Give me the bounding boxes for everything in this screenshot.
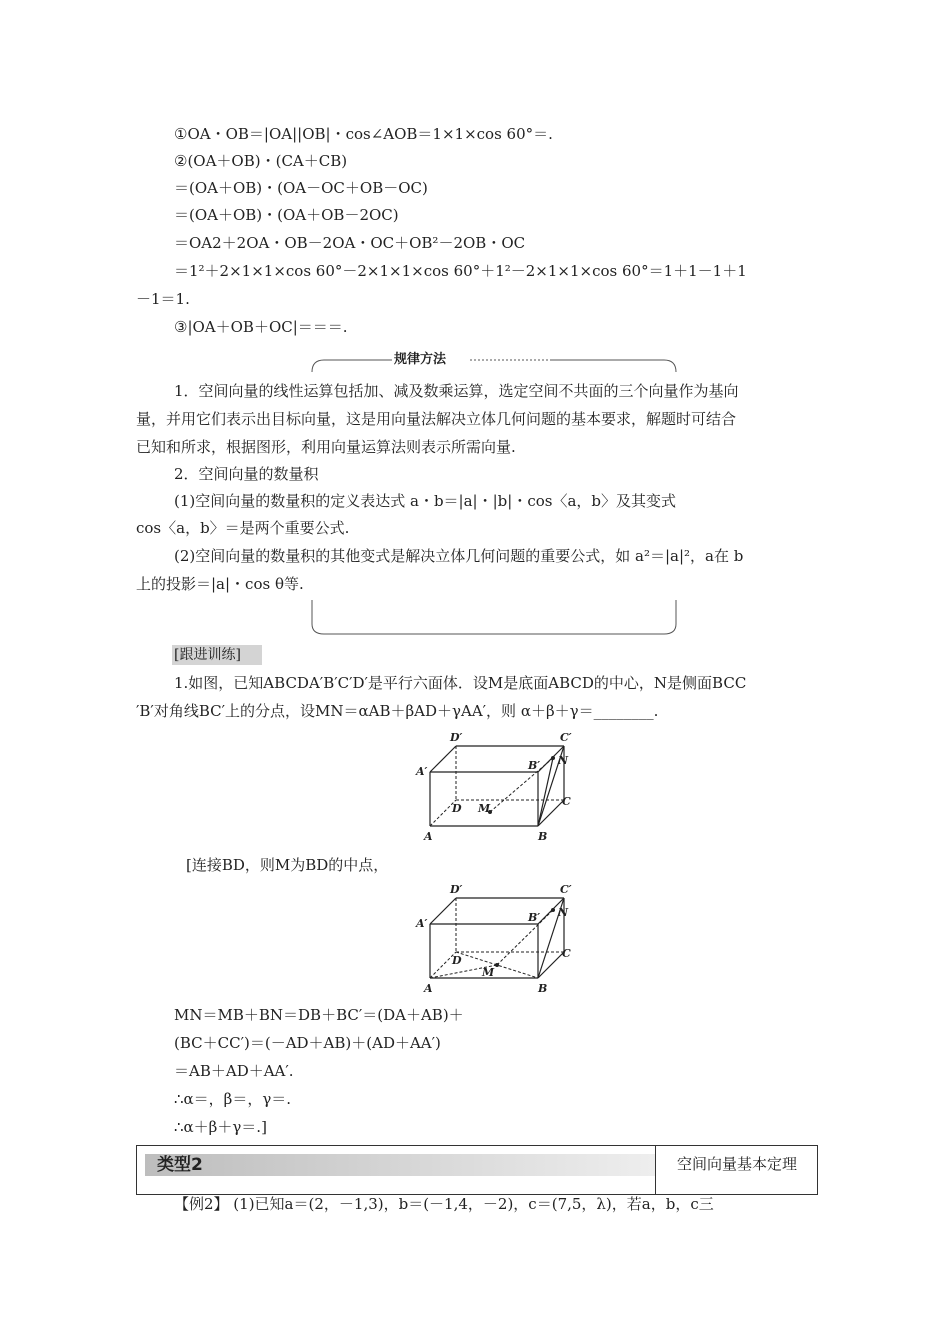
type-section-box bbox=[136, 1145, 818, 1195]
label-m: M bbox=[482, 966, 495, 979]
type-title: 空间向量基本定理 bbox=[676, 1155, 797, 1173]
answer-line-2: MN＝MB＋BN＝DB＋BC′＝(DA＋AB)＋ bbox=[174, 1006, 464, 1024]
label-n: N bbox=[558, 906, 569, 919]
solution-line-2: ②(OA＋OB)・(CA＋CB) bbox=[174, 152, 348, 170]
label-a: A bbox=[424, 982, 433, 995]
answer-line-1: [连接BD，则M为BD的中点， bbox=[186, 856, 389, 874]
method-p3b: cos〈a，b〉＝是两个重要公式. bbox=[136, 519, 350, 537]
solution-line-7: －1＝1. bbox=[136, 290, 190, 308]
label-d-prime: D′ bbox=[450, 731, 463, 744]
question-1b: ′B′对角线BC′上的分点，设MN＝αAB＋βAD＋γAA′，则 α＋β＋γ＝________. bbox=[136, 702, 659, 720]
method-box-top bbox=[310, 356, 678, 374]
label-d: D bbox=[452, 802, 462, 815]
type-divider bbox=[655, 1146, 656, 1194]
label-a-prime: A′ bbox=[416, 765, 428, 778]
answer-line-5: ∴α＝，β＝，γ＝. bbox=[174, 1090, 292, 1108]
method-p1c: 已知和所求，根据图形，利用向量运算法则表示所需向量. bbox=[136, 438, 516, 456]
answer-line-3: (BC＋CC′)＝(－AD＋AB)＋(AD＋AA′) bbox=[174, 1034, 441, 1052]
example-2: 【例2】 (1)已知a＝(2，－1,3)，b＝(－1,4，－2)，c＝(7,5，λ)，若a，b，c三 bbox=[174, 1195, 714, 1213]
label-a-prime: A′ bbox=[416, 917, 428, 930]
label-c-prime: C′ bbox=[560, 883, 572, 896]
label-d: D bbox=[452, 954, 462, 967]
label-b: B bbox=[538, 982, 548, 995]
label-c: C bbox=[562, 947, 571, 960]
type-label: 类型2 bbox=[157, 1155, 203, 1175]
method-p4a: (2)空间向量的数量积的其他变式是解决立体几何问题的重要公式，如 a²＝|a|²，a在 b bbox=[174, 547, 744, 565]
label-c-prime: C′ bbox=[560, 731, 572, 744]
label-n: N bbox=[558, 754, 569, 767]
label-b: B bbox=[538, 830, 548, 843]
solution-line-5: ＝OA2＋2OA・OB－2OA・OC＋OB²－2OB・OC bbox=[174, 234, 526, 252]
label-b-prime: B′ bbox=[528, 911, 541, 924]
solution-line-8: ③|OA＋OB＋OC|＝＝＝. bbox=[174, 318, 348, 336]
solution-line-4: ＝(OA＋OB)・(OA＋OB－2OC) bbox=[174, 206, 399, 224]
method-box-bottom bbox=[310, 600, 678, 636]
parallelepiped-figure-2 bbox=[410, 880, 580, 1000]
solution-line-1: ①OA・OB＝|OA||OB|・cos∠AOB＝1×1×cos 60°＝. bbox=[174, 125, 553, 143]
type-bar bbox=[145, 1154, 655, 1176]
label-b-prime: B′ bbox=[528, 759, 541, 772]
answer-line-4: ＝AB＋AD＋AA′. bbox=[174, 1062, 294, 1080]
method-p2: 2．空间向量的数量积 bbox=[174, 465, 319, 483]
label-c: C bbox=[562, 795, 571, 808]
question-1a: 1.如图，已知ABCDA′B′C′D′是平行六面体．设M是底面ABCD的中心，N是侧面BCC bbox=[174, 674, 747, 692]
parallelepiped-figure-1 bbox=[410, 728, 580, 848]
answer-line-6: ∴α＋β＋γ＝.] bbox=[174, 1118, 267, 1136]
method-p3a: (1)空间向量的数量积的定义表达式 a・b＝|a|・|b|・cos〈a，b〉及其变式 bbox=[174, 492, 676, 510]
method-p4b: 上的投影＝|a|・cos θ等. bbox=[136, 575, 304, 593]
method-p1a: 1．空间向量的线性运算包括加、减及数乘运算，选定空间不共面的三个向量作为基向 bbox=[174, 382, 739, 400]
solution-line-6: ＝1²＋2×1×1×cos 60°－2×1×1×cos 60°＋1²－2×1×1×cos 60°＝1＋1－1＋1 bbox=[174, 262, 747, 280]
practice-tag: [跟进训练] bbox=[172, 645, 262, 665]
label-a: A bbox=[424, 830, 433, 843]
method-p1b: 量，并用它们表示出目标向量，这是用向量法解决立体几何问题的基本要求，解题时可结合 bbox=[136, 410, 737, 428]
solution-line-3: ＝(OA＋OB)・(OA－OC＋OB－OC) bbox=[174, 179, 428, 197]
method-heading: 规律方法 bbox=[394, 352, 447, 367]
label-m: M bbox=[478, 802, 491, 815]
label-d-prime: D′ bbox=[450, 883, 463, 896]
